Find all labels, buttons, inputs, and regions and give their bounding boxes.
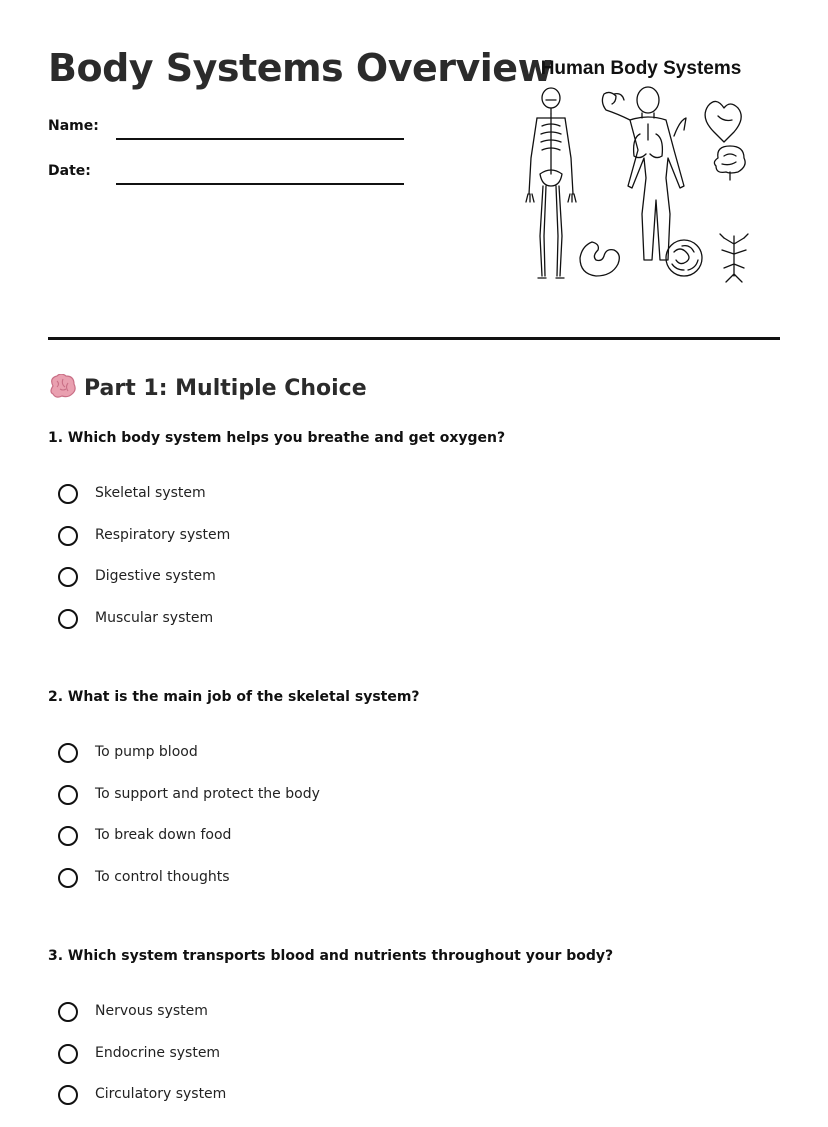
skeleton-icon (526, 88, 576, 278)
worksheet-title: Body Systems Overview (48, 46, 553, 90)
radio-button[interactable] (58, 826, 78, 846)
question-text: 3. Which system transports blood and nutrients throughout your body? (48, 948, 614, 964)
heart-icon (705, 101, 741, 142)
part1-title-text: Part 1: Multiple Choice (84, 376, 367, 401)
option-label: Nervous system (95, 1003, 208, 1019)
radio-button[interactable] (58, 1044, 78, 1064)
option-item[interactable] (58, 826, 478, 868)
option-label: Digestive system (95, 568, 216, 584)
radio-button[interactable] (58, 526, 78, 546)
option-item[interactable] (58, 484, 478, 526)
name-field[interactable] (48, 118, 408, 148)
option-list (58, 1002, 478, 1127)
option-item[interactable] (58, 785, 478, 827)
option-item[interactable] (58, 868, 478, 910)
question-3 (48, 948, 788, 1102)
date-line[interactable] (116, 183, 404, 185)
body-systems-illustration (518, 86, 768, 292)
question-text: 2. What is the main job of the skeletal system? (48, 689, 420, 705)
option-label: Endocrine system (95, 1044, 221, 1061)
option-label: Respiratory system (95, 526, 231, 543)
option-item[interactable] (58, 526, 478, 568)
option-item[interactable] (58, 609, 478, 651)
question-text: 1. Which body system helps you breathe and get oxygen? (48, 430, 506, 446)
name-label: Name: (48, 118, 99, 134)
nervous-system-icon (720, 234, 748, 282)
radio-button[interactable] (58, 567, 78, 587)
question-2 (48, 689, 788, 885)
option-item[interactable] (58, 1085, 478, 1127)
option-list (58, 743, 478, 909)
intestines-icon (666, 240, 702, 276)
option-label: Skeletal system (95, 485, 206, 501)
name-line[interactable] (116, 138, 404, 140)
option-item[interactable] (58, 743, 478, 785)
stomach-icon (580, 242, 619, 276)
radio-button[interactable] (58, 1002, 78, 1022)
option-label: To support and protect the body (95, 785, 320, 802)
body-systems-figure (518, 56, 768, 292)
figure-caption: Human Body Systems (540, 58, 742, 79)
radio-button[interactable] (58, 484, 78, 504)
muscle-body-icon (602, 87, 686, 260)
radio-button[interactable] (58, 743, 78, 763)
radio-button[interactable] (58, 1085, 78, 1105)
date-label: Date: (48, 163, 91, 179)
option-item[interactable] (58, 1002, 478, 1044)
option-label: To pump blood (95, 744, 198, 760)
brain-organ-icon (714, 146, 745, 180)
option-label: To break down food (95, 827, 232, 843)
option-item[interactable] (58, 567, 478, 609)
date-field[interactable] (48, 163, 408, 193)
option-label: To control thoughts (95, 868, 230, 885)
option-label: Circulatory system (95, 1086, 227, 1102)
option-label: Muscular system (95, 609, 214, 626)
brain-icon (48, 374, 76, 398)
radio-button[interactable] (58, 868, 78, 888)
option-list (58, 484, 478, 650)
part1-title (48, 374, 367, 401)
question-1 (48, 430, 788, 626)
section-divider (48, 337, 780, 340)
option-item[interactable] (58, 1044, 478, 1086)
radio-button[interactable] (58, 785, 78, 805)
radio-button[interactable] (58, 609, 78, 629)
